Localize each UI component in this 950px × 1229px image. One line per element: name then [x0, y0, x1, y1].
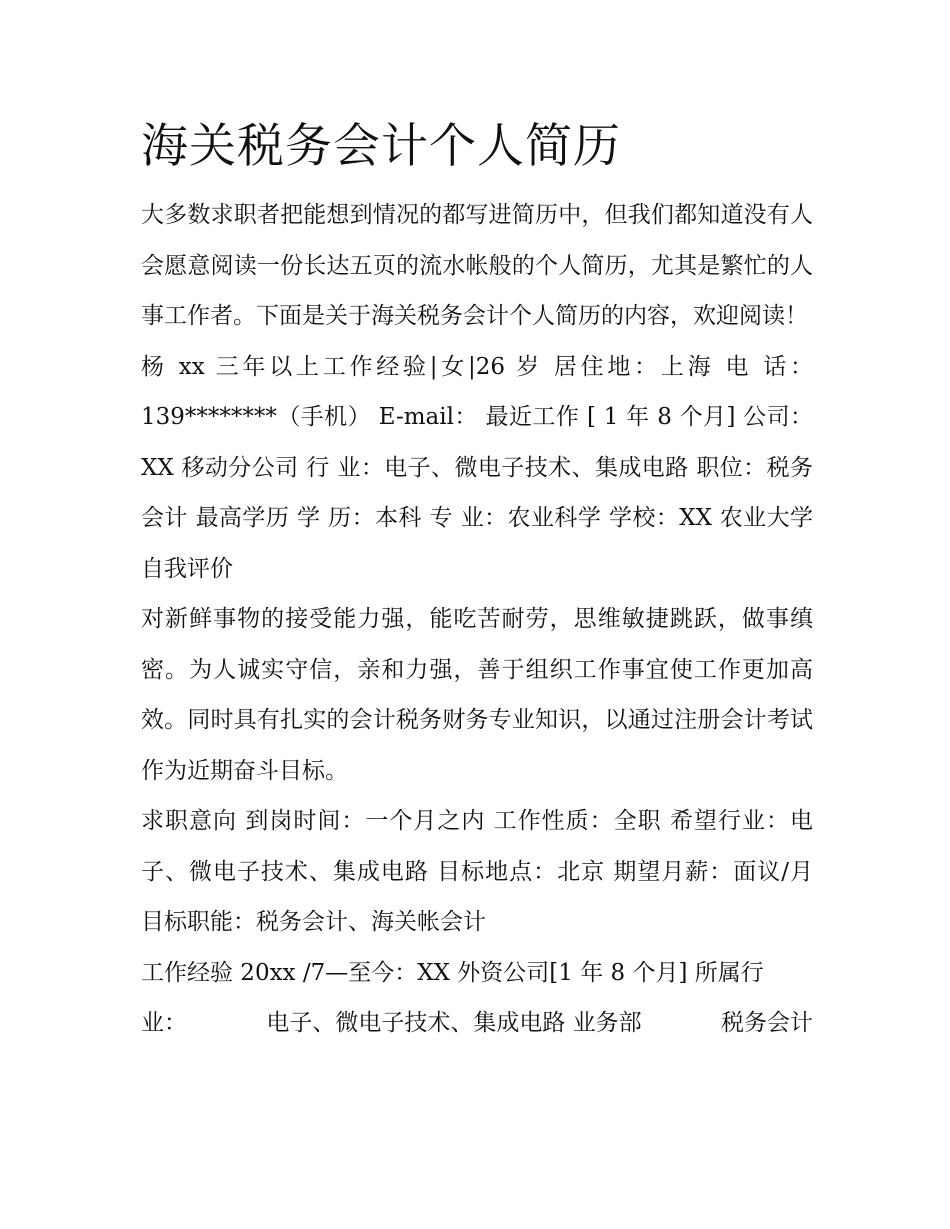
intro-paragraph: 大多数求职者把能想到情况的都写进简历中，但我们都知道没有人会愿意阅读一份长达五页的流水帐般的个人简历，尤其是繁忙的人事工作者。下面是关于海关税务会计个人简历的内容，欢迎阅读！ — [141, 202, 813, 329]
position-value: 税务会计 — [721, 1010, 813, 1036]
self-evaluation-paragraph: 对新鲜事物的接受能力强，能吃苦耐劳，思维敏捷跳跃，做事缜密。为人诚实守信，亲和力强，善于组织工作事宜使工作更加高效。同时具有扎实的会计税务财务专业知识，以通过注册会计考试作为近期奋斗目标。 — [141, 606, 813, 784]
industry-value: 电子、微电子技术、集成电路 业务部 — [266, 1010, 642, 1036]
basic-info-paragraph: 杨 xx 三年以上工作经验|女|26 岁 居住地：上海 电 话：139********（手机） E-mail： 最近工作 [ 1 年 8 个月] 公司：XX 移动分公司 行 业：电子、微电子技术、集成电路 职位：税务会计 最高学历 学 历：本科 专 业：农业科学 学校：XX 农业大学 自我评价 — [141, 353, 813, 582]
industry-label: 业： — [141, 1010, 187, 1036]
work-experience-industry-line — [141, 998, 813, 1049]
document-page — [141, 112, 813, 1049]
job-intention-paragraph: 求职意向 到岗时间：一个月之内 工作性质：全职 希望行业：电子、微电子技术、集成电路 目标地点：北京 期望月薪：面议/月 目标职能：税务会计、海关帐会计 — [141, 808, 813, 935]
page-title: 海关税务会计个人简历 — [141, 119, 621, 174]
work-experience-paragraph: 工作经验 20xx /7—至今：XX 外资公司[1 年 8 个月] 所属行 — [141, 959, 764, 986]
